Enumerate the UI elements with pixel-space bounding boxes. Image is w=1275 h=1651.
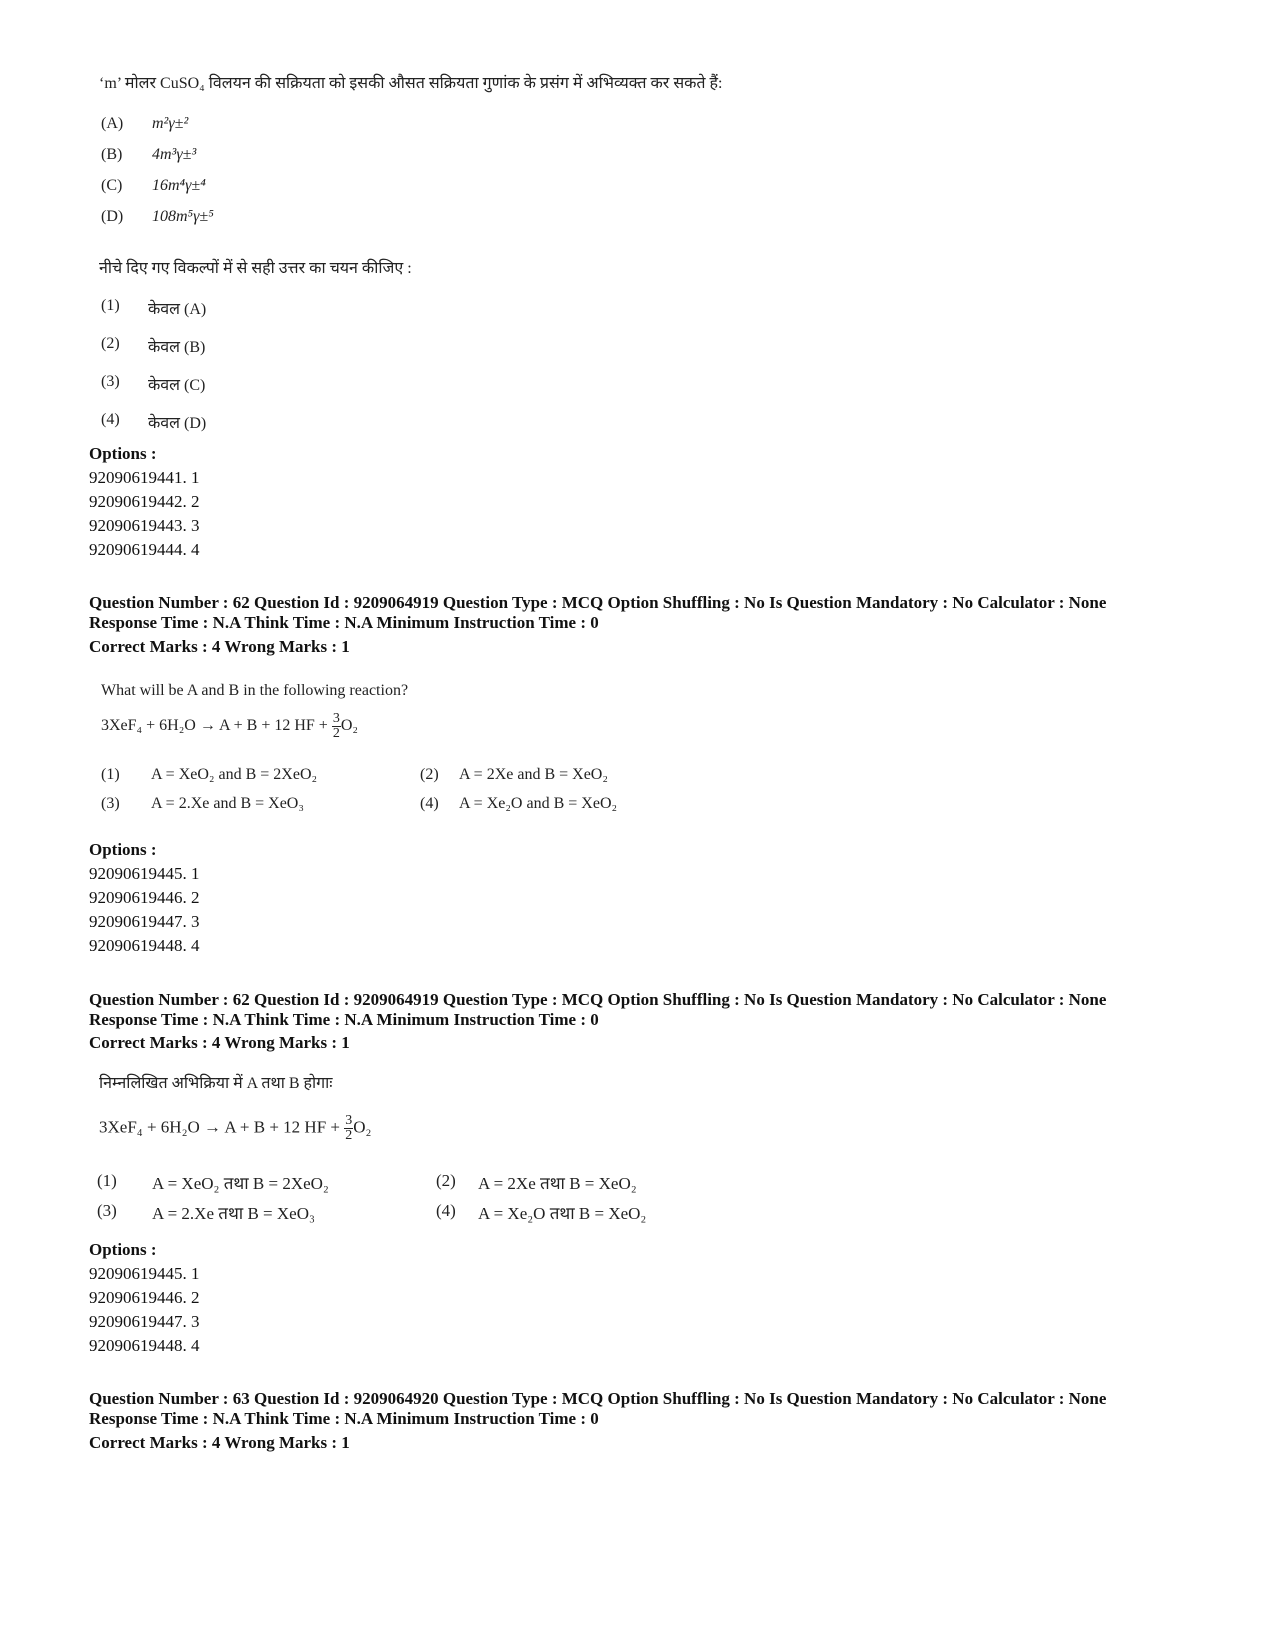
- q62-en-choice-2: [420, 766, 608, 784]
- fraction-numerator: 3: [332, 711, 340, 726]
- choice-text: केवल (C): [148, 377, 206, 394]
- q61-statement-a: [101, 115, 189, 133]
- choice-text: A = Xe₂O and B = XeO₂: [459, 795, 618, 812]
- question-meta-line2: Response Time : N.A Think Time : N.A Minimum Instruction Time : 0: [89, 613, 599, 632]
- q61-choice-3: [101, 373, 206, 394]
- question-meta-line1: Question Number : 62 Question Id : 9209064919 Question Type : MCQ Option Shuffling : No Is Question Mandatory : No Calculator : None: [89, 990, 1107, 1009]
- choice-label: (2): [101, 335, 120, 352]
- q62-equation: [101, 712, 358, 741]
- question-meta-line1: Question Number : 62 Question Id : 9209064919 Question Type : MCQ Option Shuffling : No Is Question Mandatory : No Calculator : None: [89, 593, 1107, 612]
- choice-text: केवल (B): [148, 339, 206, 356]
- choice-label: (1): [97, 1171, 117, 1190]
- q61-prompt: ‘m’ मोलर CuSO₄ विलयन की सक्रियता को इसकी औसत सक्रियता गुणांक के प्रसंग में अभिव्यक्त कर सकते हैं:: [99, 75, 723, 92]
- q62-en-choice-1: [101, 766, 318, 784]
- option-id: 92090619442. 2: [89, 492, 200, 511]
- q62-hi-choice-1: [97, 1171, 329, 1193]
- choice-label: (1): [101, 766, 120, 783]
- choice-text: A = Xe₂O तथा B = XeO₂: [478, 1204, 647, 1223]
- option-id: 92090619446. 2: [89, 888, 200, 907]
- option-id: 92090619447. 3: [89, 912, 200, 931]
- question-meta-line2: Response Time : N.A Think Time : N.A Minimum Instruction Time : 0: [89, 1010, 599, 1029]
- options-heading: Options :: [89, 840, 157, 859]
- choice-text: A = 2Xe तथा B = XeO₂: [478, 1174, 637, 1193]
- choice-label: (2): [436, 1171, 456, 1190]
- q62-hi-choice-3: [97, 1201, 315, 1223]
- option-id: 92090619448. 4: [89, 936, 200, 955]
- option-id: 92090619444. 4: [89, 540, 200, 559]
- q61-statement-c: [101, 177, 206, 195]
- q61-choice-1: [101, 297, 207, 318]
- q62-hi-choice-2: [436, 1171, 637, 1193]
- statement-expr: 16m⁴γ±⁴: [152, 177, 206, 194]
- option-id: 92090619441. 1: [89, 468, 200, 487]
- q62-prompt: What will be A and B in the following reaction?: [101, 682, 409, 699]
- question-meta-line1: Question Number : 63 Question Id : 9209064920 Question Type : MCQ Option Shuffling : No Is Question Mandatory : No Calculator : None: [89, 1389, 1107, 1408]
- q61-choice-2: [101, 335, 206, 356]
- statement-label: (A): [101, 115, 124, 132]
- statement-label: (D): [101, 208, 124, 225]
- choice-label: (2): [420, 766, 439, 783]
- choice-label: (4): [420, 795, 439, 812]
- equation-tail: O₂: [353, 1117, 372, 1137]
- question-meta-line2: Response Time : N.A Think Time : N.A Minimum Instruction Time : 0: [89, 1409, 599, 1428]
- fraction-numerator: 3: [345, 1113, 353, 1128]
- q62-hi-choice-4: [436, 1201, 647, 1223]
- q61-statement-b: [101, 146, 197, 164]
- q62-en-choice-3: [101, 795, 304, 813]
- question-meta-line3: Correct Marks : 4 Wrong Marks : 1: [89, 1433, 350, 1452]
- choice-text: केवल (A): [148, 301, 207, 318]
- choice-text: A = 2Xe and B = XeO₂: [459, 766, 608, 783]
- equation-fraction: [332, 712, 341, 741]
- option-id: 92090619445. 1: [89, 864, 200, 883]
- choice-text: A = XeO₂ तथा B = 2XeO₂: [152, 1174, 329, 1193]
- statement-expr: m²γ±²: [152, 115, 189, 132]
- choice-label: (4): [101, 411, 120, 428]
- fraction-denominator: 2: [345, 1128, 353, 1143]
- question-meta-line3: Correct Marks : 4 Wrong Marks : 1: [89, 1033, 350, 1052]
- option-id: 92090619446. 2: [89, 1288, 200, 1307]
- question-meta-line3: Correct Marks : 4 Wrong Marks : 1: [89, 637, 350, 656]
- q61-statement-d: [101, 208, 214, 226]
- equation-lhs: 3XeF₄ + 6H₂O → A + B + 12 HF +: [101, 717, 328, 735]
- option-id: 92090619445. 1: [89, 1264, 200, 1283]
- statement-expr: 108m⁵γ±⁵: [152, 208, 214, 225]
- equation-fraction: [344, 1114, 353, 1143]
- q61-instruction: नीचे दिए गए विकल्पों में से सही उत्तर का चयन कीजिए :: [99, 260, 412, 277]
- choice-label: (4): [436, 1201, 456, 1220]
- q62-hi-equation: [99, 1114, 371, 1143]
- statement-expr: 4m³γ±³: [152, 146, 197, 163]
- options-heading: Options :: [89, 1240, 157, 1259]
- option-id: 92090619447. 3: [89, 1312, 200, 1331]
- q61-choice-4: [101, 411, 207, 432]
- option-id: 92090619443. 3: [89, 516, 200, 535]
- equation-lhs: 3XeF₄ + 6H₂O → A + B + 12 HF +: [99, 1117, 341, 1137]
- options-heading: Options :: [89, 444, 157, 463]
- choice-label: (1): [101, 297, 120, 314]
- choice-text: केवल (D): [148, 415, 207, 432]
- q62-hi-prompt: निम्नलिखित अभिक्रिया में A तथा B होगाः: [99, 1075, 333, 1092]
- choice-text: A = XeO₂ and B = 2XeO₂: [151, 766, 318, 783]
- fraction-denominator: 2: [332, 726, 340, 741]
- choice-label: (3): [101, 373, 120, 390]
- choice-text: A = 2.Xe and B = XeO₃: [151, 795, 304, 812]
- statement-label: (C): [101, 177, 123, 194]
- choice-text: A = 2.Xe तथा B = XeO₃: [152, 1204, 315, 1223]
- equation-tail: O₂: [340, 717, 358, 735]
- q62-en-choice-4: [420, 795, 618, 813]
- choice-label: (3): [97, 1201, 117, 1220]
- statement-label: (B): [101, 146, 123, 163]
- choice-label: (3): [101, 795, 120, 812]
- option-id: 92090619448. 4: [89, 1336, 200, 1355]
